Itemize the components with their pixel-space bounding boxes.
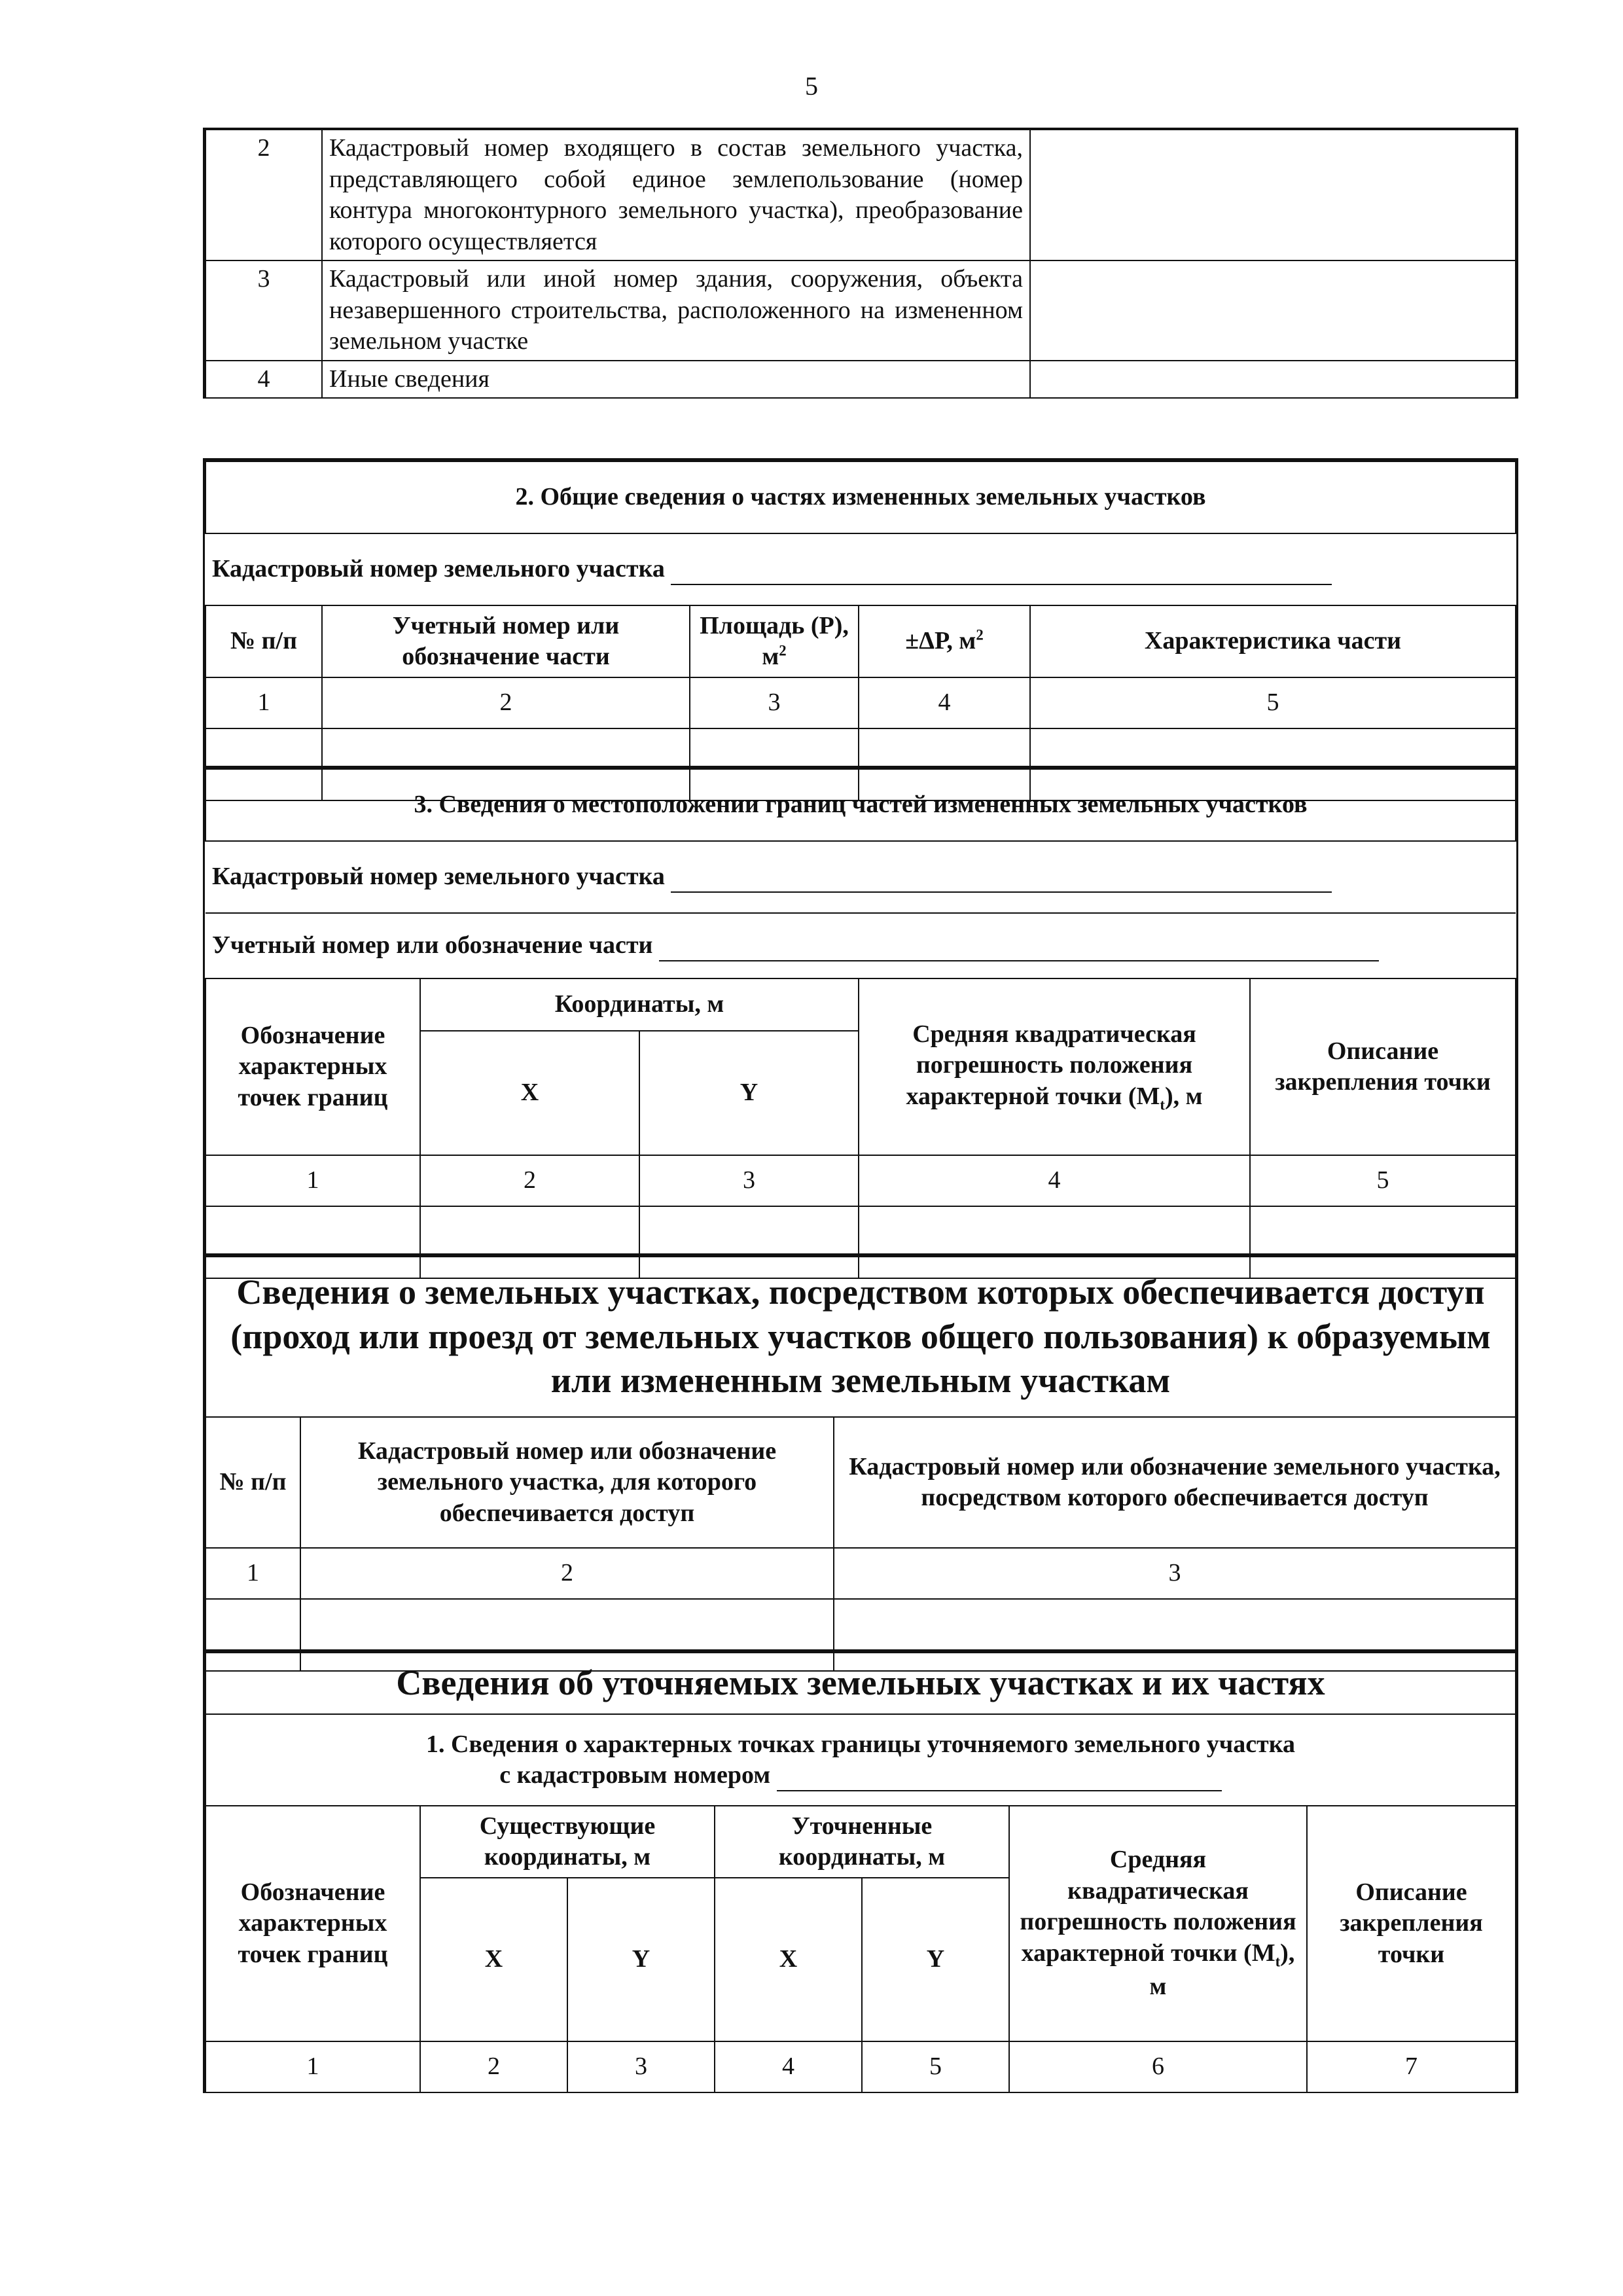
refined-subtitle[interactable] [205, 1714, 1516, 1806]
row-number: 3 [205, 260, 322, 361]
refined-table [205, 1652, 1516, 2093]
table-row [205, 130, 1516, 260]
section3-cadastral-label: Кадастровый номер земельного участка [212, 863, 665, 891]
column-number: 4 [859, 1155, 1250, 1206]
section3-cadastral-field[interactable] [205, 841, 1516, 913]
column-number: 3 [639, 1155, 859, 1206]
header-characteristic: Характеристика части [1030, 605, 1516, 677]
header-points: Обозначение характерных точек границ [205, 978, 420, 1155]
column-number: 2 [420, 1155, 639, 1206]
header-num: № п/п [205, 1417, 300, 1548]
header-coords: Координаты, м [420, 978, 859, 1031]
refined-frame [203, 1649, 1518, 2093]
header-fixing: Описание закрепления точки [1307, 1806, 1516, 2041]
table-row [205, 260, 1516, 361]
section3-part-label: Учетный номер или обозначение части [212, 931, 653, 960]
column-number-row [205, 1155, 1516, 1206]
info-table-frame [203, 128, 1518, 399]
header-refined-y: Y [862, 1878, 1009, 2041]
access-frame [203, 1253, 1518, 1672]
refined-subtitle-line1: 1. Сведения о характерных точках границы уточняемого земельного участка [425, 1730, 1296, 1758]
header-error: Средняя квадратическая погрешность положения характерной точки $(M_t)$, м [859, 978, 1250, 1155]
column-number: 3 [690, 677, 859, 728]
row-value-cell[interactable] [1030, 260, 1516, 361]
access-table [205, 1256, 1516, 1672]
column-number: 4 [715, 2041, 862, 2092]
header-refined-coords: Уточненные координаты, м [715, 1806, 1009, 1878]
header-refined-x: X [715, 1878, 862, 2041]
section3-frame [203, 766, 1518, 1279]
row-number: 4 [205, 361, 322, 399]
header-existing-y: Y [567, 1878, 715, 2041]
refined-title: Сведения об уточняемых земельных участках и их частях [205, 1653, 1516, 1714]
header-access-parcel: Кадастровый номер или обозначение земельного участка, посредством которого обеспечивается доступ [834, 1417, 1516, 1548]
access-title: Сведения о земельных участках, посредством которых обеспечивается доступ (проход или проезд от земельных участков общего пользования) к образуемым или измененным земельным участкам [205, 1257, 1516, 1417]
header-existing-x: X [420, 1878, 567, 2041]
column-number: 6 [1009, 2041, 1307, 2092]
section2-table [205, 461, 1516, 801]
header-part: Учетный номер или обозначение части [322, 605, 690, 677]
column-number: 4 [859, 677, 1030, 728]
column-number: 7 [1307, 2041, 1516, 2092]
section2-cadastral-blank[interactable] [671, 556, 1332, 585]
section2-cadastral-field[interactable] [205, 533, 1516, 605]
header-existing-coords: Существующие координаты, м [420, 1806, 715, 1878]
refined-cadastral-blank[interactable] [777, 1763, 1222, 1791]
row-value-cell[interactable] [1030, 361, 1516, 399]
column-number: 5 [862, 2041, 1009, 2092]
column-number: 1 [205, 1155, 420, 1206]
header-num: № п/п [205, 605, 322, 677]
column-number: 2 [420, 2041, 567, 2092]
table-row [205, 361, 1516, 399]
section2-title: 2. Общие сведения о частях измененных земельных участков [205, 461, 1516, 533]
row-text: Иные сведения [322, 361, 1030, 399]
section3-title: 3. Сведения о местоположении границ частей измененных земельных участков [205, 769, 1516, 841]
info-table [205, 129, 1516, 399]
row-text: Кадастровый или иной номер здания, сооружения, объекта незавершенного строительства, расположенного на измененном земельном участке [322, 260, 1030, 361]
column-number: 2 [300, 1548, 834, 1599]
column-number: 1 [205, 677, 322, 728]
row-value-cell[interactable] [1030, 130, 1516, 260]
row-text: Кадастровый номер входящего в состав земельного участка, представляющего собой единое землепользование (номер контура многоконтурного земельного участка), преобразование которого осуществляется [322, 130, 1030, 260]
header-fixing: Описание закрепления точки [1250, 978, 1516, 1155]
column-number: 5 [1030, 677, 1516, 728]
column-number-row [205, 1548, 1516, 1599]
header-error: Средняя квадратическая погрешность положения характерной точки $(M_t)$, м [1009, 1806, 1307, 2041]
column-number: 2 [322, 677, 690, 728]
column-number-row [205, 2041, 1516, 2092]
column-number: 5 [1250, 1155, 1516, 1206]
column-number: 1 [205, 2041, 420, 2092]
page-number: 5 [805, 71, 818, 101]
header-points: Обозначение характерных точек границ [205, 1806, 420, 2041]
section3-part-field[interactable] [205, 913, 1516, 978]
header-target-parcel: Кадастровый номер или обозначение земельного участка, для которого обеспечивается доступ [300, 1417, 834, 1548]
column-number: 1 [205, 1548, 300, 1599]
header-y: Y [639, 1031, 859, 1155]
header-area: Площадь (Р), $м^2$ [690, 605, 859, 677]
section2-frame [203, 458, 1518, 801]
section3-cadastral-blank[interactable] [671, 864, 1332, 893]
header-x: X [420, 1031, 639, 1155]
section3-part-blank[interactable] [659, 933, 1379, 961]
section3-table [205, 768, 1516, 1279]
row-number: 2 [205, 130, 322, 260]
refined-subtitle-line2: с кадастровым номером [499, 1761, 771, 1789]
column-number: 3 [567, 2041, 715, 2092]
column-number-row [205, 677, 1516, 728]
header-delta: ±ΔР, $м^2$ [859, 605, 1030, 677]
section2-cadastral-label: Кадастровый номер земельного участка [212, 555, 665, 583]
column-number: 3 [834, 1548, 1516, 1599]
